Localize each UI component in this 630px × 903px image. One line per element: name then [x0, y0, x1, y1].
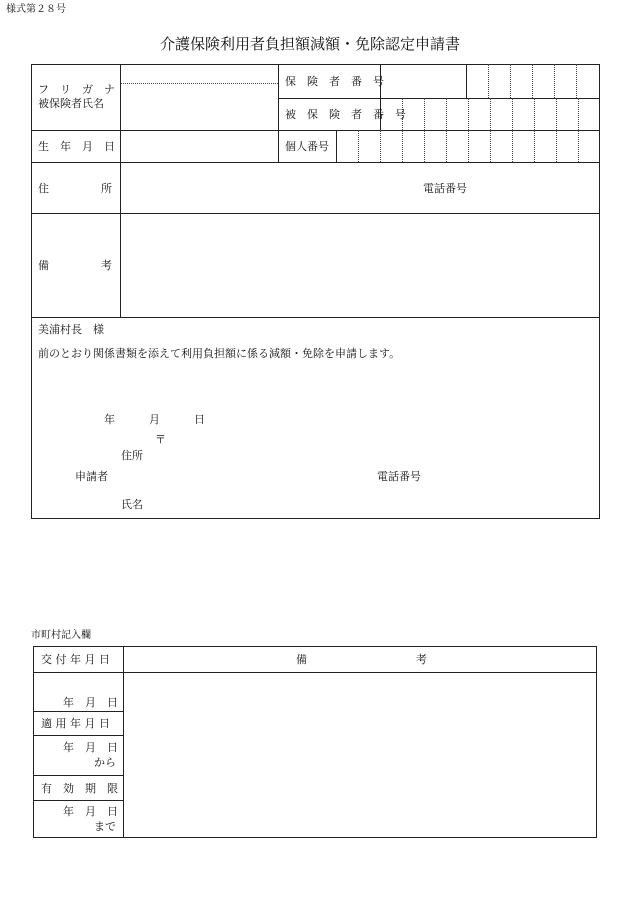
page-title: 介護保険利用者負担額減額・免除認定申請書 [160, 35, 461, 53]
individual-number-label: 個人番号 [285, 140, 329, 153]
insured-name-label: 被保険者氏名 [38, 97, 104, 110]
municipal-remarks-left: 備 [296, 653, 307, 666]
applicant-table-border [31, 64, 600, 519]
issue-date-label: 交 付 年 月 日 [41, 653, 110, 666]
date-month: 月 [149, 413, 160, 426]
from-label: から [94, 756, 116, 769]
insured-number-label: 被 保 険 者 番 号 [285, 108, 406, 121]
issue-ymd: 年 月 日 [63, 696, 118, 709]
applicant-label: 申請者 [75, 470, 108, 483]
until-label: まで [94, 820, 116, 833]
form-number: 様式第２８号 [6, 4, 66, 15]
address-label-right: 所 [101, 182, 112, 195]
address-label-left: 住 [38, 182, 49, 195]
phone-label: 電話番号 [423, 182, 467, 195]
declaration-statement: 前のとおり関係書類を添えて利用負担額に係る減額・免除を申請します。 [38, 347, 401, 360]
validity-label: 有 効 期 限 [41, 782, 118, 795]
municipal-section-title: 市町村記入欄 [31, 630, 91, 641]
apply-date-label: 適 用 年 月 日 [41, 717, 110, 730]
furigana-label: フ リ ガ ナ [38, 83, 115, 96]
date-day: 日 [194, 413, 205, 426]
insurer-number-label: 保 険 者 番 号 [285, 75, 384, 88]
remarks-label-right: 考 [101, 259, 112, 272]
apply-ymd: 年 月 日 [63, 741, 118, 754]
addressee: 美浦村長 様 [38, 323, 104, 336]
date-year: 年 [104, 413, 115, 426]
applicant-phone-label: 電話番号 [377, 470, 421, 483]
postal-mark: 〒 [155, 433, 166, 446]
validity-ymd: 年 月 日 [63, 805, 118, 818]
birthdate-label: 生 年 月 日 [38, 140, 115, 153]
applicant-name-label: 氏名 [121, 498, 143, 511]
municipal-remarks-right: 考 [416, 653, 427, 666]
applicant-address-label: 住所 [121, 449, 143, 462]
remarks-label-left: 備 [38, 259, 49, 272]
